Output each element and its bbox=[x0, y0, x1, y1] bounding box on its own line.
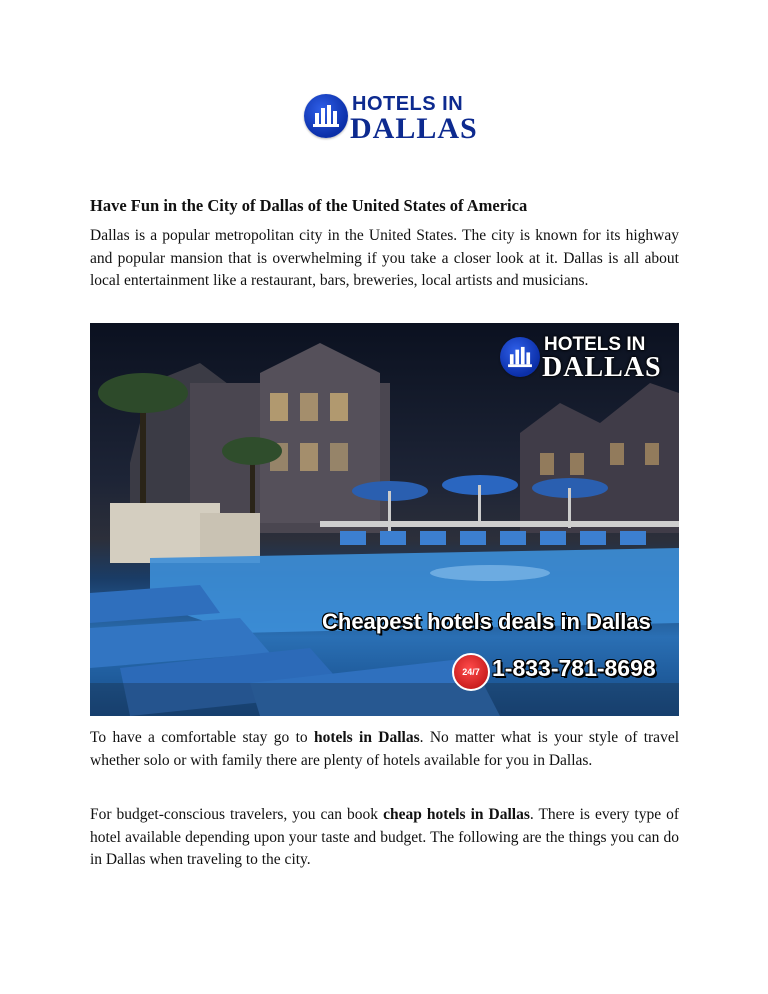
hero-logo bbox=[498, 333, 662, 389]
hotels-in-dallas-link[interactable]: hotels in Dallas bbox=[313, 729, 420, 746]
page-heading: Have Fun in the City of Dallas of the United States of America bbox=[90, 196, 528, 215]
paragraph-text: . There is every type of hotel available depending upon your taste and budget. The following are the things you can do in Dallas when traveling to the city. bbox=[90, 806, 679, 868]
paragraph-text: To have a comfortable stay go to bbox=[90, 729, 314, 746]
budget-paragraph bbox=[90, 804, 679, 872]
hotels-paragraph bbox=[90, 727, 679, 772]
hotels-in-dallas-logo bbox=[302, 92, 478, 148]
paragraph-text: . No matter what is your style of travel whether solo or with family there are plenty of hotels available for you in Dallas. bbox=[90, 729, 680, 769]
building-icon bbox=[500, 337, 540, 377]
hero-logo-text-top: HOTELS IN bbox=[544, 334, 646, 355]
logo-text-top: HOTELS IN bbox=[352, 93, 464, 115]
hero-phone-number: 1-833-781-8698 bbox=[492, 655, 656, 681]
cheap-hotels-link[interactable]: cheap hotels in Dallas bbox=[383, 806, 530, 823]
building-icon bbox=[304, 94, 348, 138]
intro-paragraph: Dallas is a popular metropolitan city in the United States. The city is known for its highway and popular mansion that is overwhelming if you take a closer look at it. Dallas is all about local entertainment like a restaurant, bars, breweries, local artists and musicians. bbox=[90, 227, 679, 289]
hotel-pool-image bbox=[90, 323, 679, 716]
hero-tagline: Cheapest hotels deals in Dallas bbox=[322, 609, 651, 634]
hero-logo-text-bottom: DALLAS bbox=[542, 352, 662, 383]
paragraph-text: For budget-conscious travelers, you can book bbox=[90, 806, 384, 823]
logo-text-bottom: DALLAS bbox=[350, 112, 478, 145]
support-badge-icon: 24/7 bbox=[452, 653, 490, 691]
